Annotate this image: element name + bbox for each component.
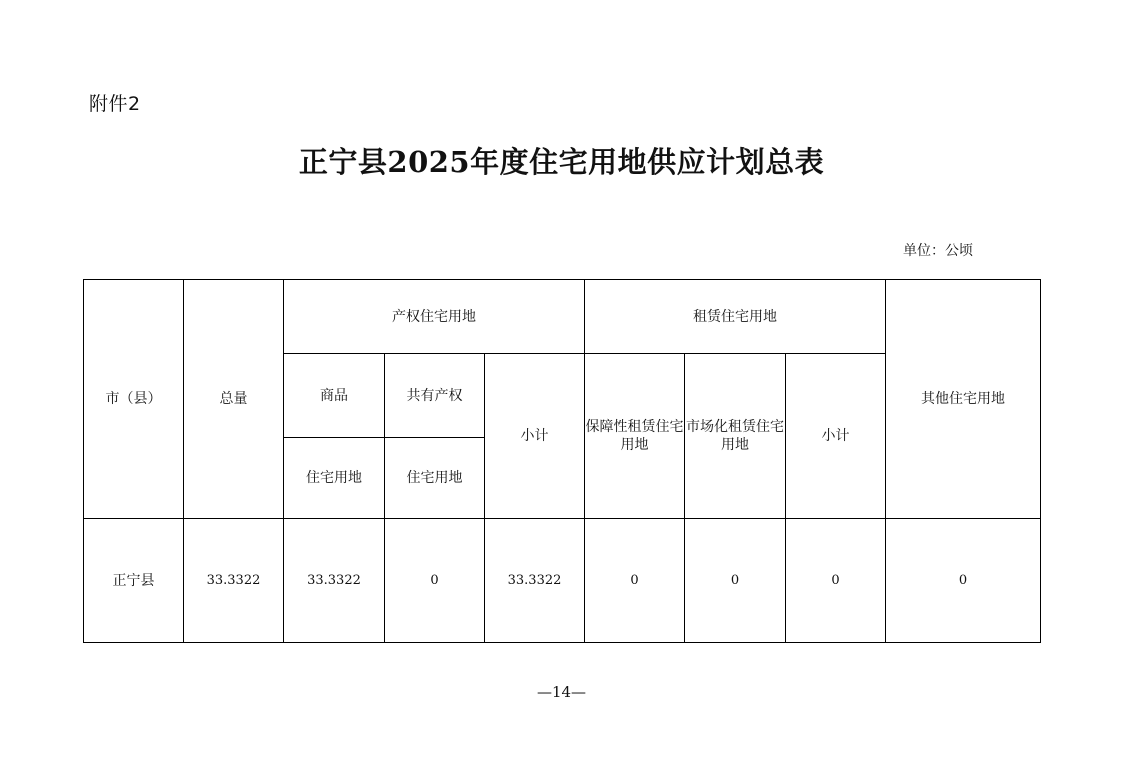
- header-rental-group: 租赁住宅用地: [585, 280, 886, 354]
- cell-other: 0: [886, 519, 1041, 643]
- header-market-rental: 市场化租赁住宅用地: [685, 354, 786, 519]
- header-commodity-top: 商品: [284, 354, 385, 438]
- header-total: 总量: [184, 280, 284, 519]
- header-other: 其他住宅用地: [886, 280, 1041, 519]
- table-row: [84, 519, 1041, 643]
- cell-affordable-rental: 0: [585, 519, 685, 643]
- header-shared-bottom: 住宅用地: [385, 438, 485, 519]
- header-property-subtotal: 小计: [485, 354, 585, 519]
- header-city: 市（县）: [84, 280, 184, 519]
- supply-plan-table: [83, 279, 1041, 643]
- header-commodity-bottom: 住宅用地: [284, 438, 385, 519]
- page-number: —14—: [536, 683, 587, 701]
- attachment-label: 附件2: [89, 93, 141, 115]
- cell-market-rental: 0: [685, 519, 786, 643]
- header-affordable-rental: 保障性租赁住宅用地: [585, 354, 685, 519]
- cell-rental-subtotal: 0: [786, 519, 886, 643]
- cell-commodity: 33.3322: [284, 519, 385, 643]
- header-row-1: [84, 280, 1041, 354]
- unit-label: 单位：公顷: [903, 243, 973, 259]
- cell-city: 正宁县: [84, 519, 184, 643]
- header-rental-subtotal: 小计: [786, 354, 886, 519]
- header-shared-top: 共有产权: [385, 354, 485, 438]
- cell-total: 33.3322: [184, 519, 284, 643]
- header-property-group: 产权住宅用地: [284, 280, 585, 354]
- cell-shared: 0: [385, 519, 485, 643]
- page-title: 正宁县2025年度住宅用地供应计划总表: [298, 145, 825, 179]
- cell-property-subtotal: 33.3322: [485, 519, 585, 643]
